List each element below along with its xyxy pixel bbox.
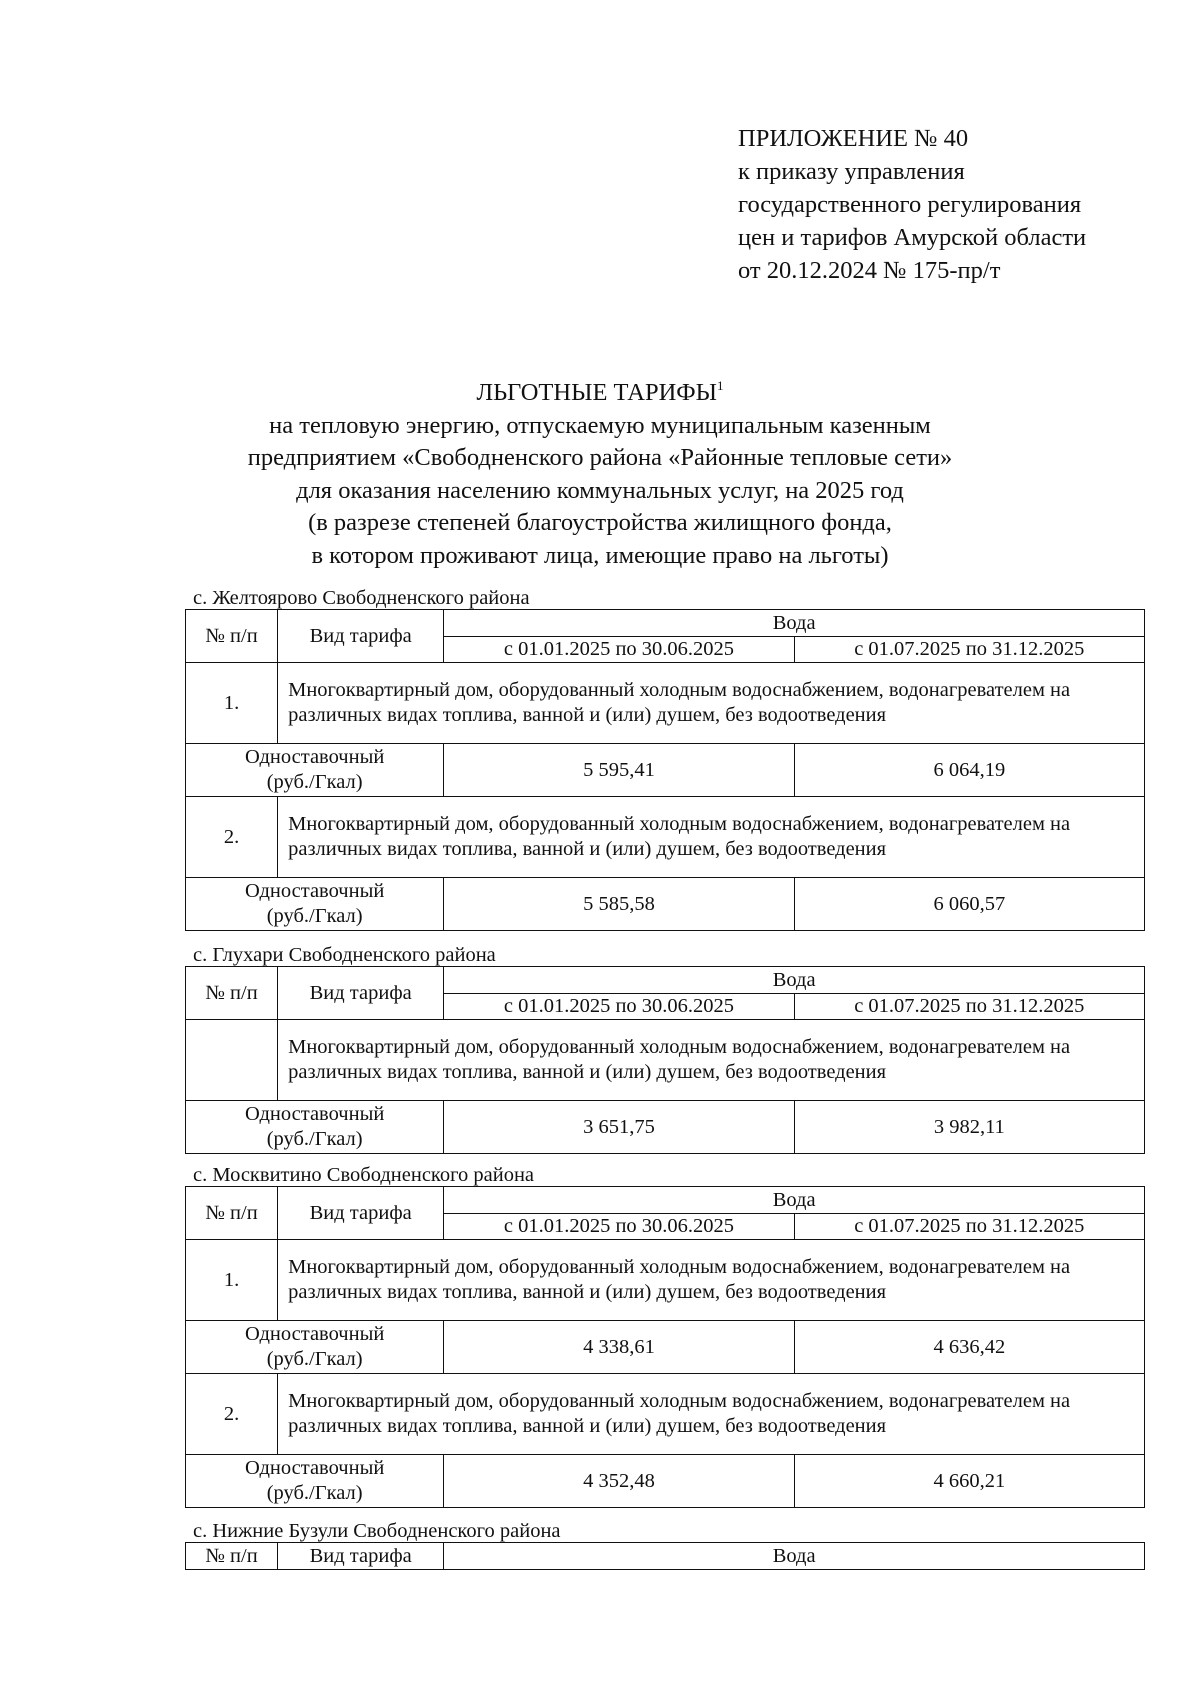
rate-label: Одноставочный (руб./Гкал) bbox=[186, 1101, 444, 1154]
header-no: № п/п bbox=[186, 967, 278, 1020]
row-number: 2. bbox=[186, 797, 278, 878]
header-no: № п/п bbox=[186, 610, 278, 663]
location-label: с. Москвитино Свободненского района bbox=[193, 1164, 535, 1186]
row-number bbox=[186, 1020, 278, 1101]
header-water: Вода bbox=[444, 967, 1145, 994]
rate-label: Одноставочный (руб./Гкал) bbox=[186, 1455, 444, 1508]
rate-label: Одноставочный (руб./Гкал) bbox=[186, 1321, 444, 1374]
tariff-table bbox=[185, 966, 1145, 1154]
location-label: с. Глухари Свободненского района bbox=[193, 944, 496, 966]
appendix-date: от 20.12.2024 № 175-пр/т bbox=[738, 257, 1001, 284]
footnote-mark: 1 bbox=[717, 378, 724, 393]
section-zheltoyarovo bbox=[185, 587, 1145, 931]
value-period-2: 3 982,11 bbox=[794, 1101, 1144, 1154]
tariff-table bbox=[185, 1186, 1145, 1508]
header-water: Вода bbox=[444, 1543, 1145, 1570]
tariff-table bbox=[185, 609, 1145, 931]
section-nizhnie-buzuli bbox=[185, 1520, 1145, 1570]
header-no: № п/п bbox=[186, 1187, 278, 1240]
value-period-1: 3 651,75 bbox=[444, 1101, 794, 1154]
header-period-1: с 01.01.2025 по 30.06.2025 bbox=[444, 994, 794, 1020]
appendix-number: ПРИЛОЖЕНИЕ № 40 bbox=[738, 125, 969, 152]
header-no: № п/п bbox=[186, 1543, 278, 1570]
header-period-1: с 01.01.2025 по 30.06.2025 bbox=[444, 1214, 794, 1240]
appendix-line: к приказу управления bbox=[738, 158, 965, 185]
value-period-1: 4 352,48 bbox=[444, 1455, 794, 1508]
location-label: с. Желтоярово Свободненского района bbox=[193, 587, 530, 609]
title-line: на тепловую энергию, отпускаемую муниципальным казенным bbox=[269, 411, 931, 439]
row-description: Многоквартирный дом, оборудованный холодным водоснабжением, водонагревателем на различных видах топлива, ванной и (или) душем, без водоотведения bbox=[278, 1240, 1145, 1321]
row-description: Многоквартирный дом, оборудованный холодным водоснабжением, водонагревателем на различных видах топлива, ванной и (или) душем, без водоотведения bbox=[278, 1020, 1145, 1101]
title-line: в котором проживают лица, имеющие право на льготы) bbox=[311, 541, 889, 569]
value-period-2: 4 636,42 bbox=[794, 1321, 1144, 1374]
header-kind: Вид тарифа bbox=[278, 1543, 444, 1570]
section-moskvitino bbox=[185, 1164, 1145, 1508]
header-kind: Вид тарифа bbox=[278, 1187, 444, 1240]
tariff-table bbox=[185, 1542, 1145, 1570]
row-number: 1. bbox=[186, 1240, 278, 1321]
title-line: предприятием «Свободненского района «Районные тепловые сети» bbox=[247, 444, 953, 471]
value-period-1: 5 585,58 bbox=[444, 878, 794, 931]
value-period-1: 5 595,41 bbox=[444, 744, 794, 797]
row-description: Многоквартирный дом, оборудованный холодным водоснабжением, водонагревателем на различных видах топлива, ванной и (или) душем, без водоотведения bbox=[278, 663, 1145, 744]
value-period-1: 4 338,61 bbox=[444, 1321, 794, 1374]
appendix-header bbox=[738, 122, 1086, 287]
row-number: 2. bbox=[186, 1374, 278, 1455]
header-period-1: с 01.01.2025 по 30.06.2025 bbox=[444, 637, 794, 663]
value-period-2: 4 660,21 bbox=[794, 1455, 1144, 1508]
header-period-2: с 01.07.2025 по 31.12.2025 bbox=[794, 637, 1144, 663]
title-line: для оказания населению коммунальных услуг, на 2025 год bbox=[296, 476, 904, 504]
header-kind: Вид тарифа bbox=[278, 610, 444, 663]
row-number: 1. bbox=[186, 663, 278, 744]
appendix-line: цен и тарифов Амурской области bbox=[738, 224, 1087, 251]
location-label: с. Нижние Бузули Свободненского района bbox=[193, 1520, 561, 1542]
appendix-line: государственного регулирования bbox=[738, 191, 1082, 218]
document-title bbox=[0, 370, 1200, 572]
section-glukhari bbox=[185, 944, 1145, 1154]
header-water: Вода bbox=[444, 610, 1145, 637]
rate-label: Одноставочный (руб./Гкал) bbox=[186, 744, 444, 797]
header-water: Вода bbox=[444, 1187, 1145, 1214]
value-period-2: 6 064,19 bbox=[794, 744, 1144, 797]
row-description: Многоквартирный дом, оборудованный холодным водоснабжением, водонагревателем на различных видах топлива, ванной и (или) душем, без водоотведения bbox=[278, 1374, 1145, 1455]
header-kind: Вид тарифа bbox=[278, 967, 444, 1020]
header-period-2: с 01.07.2025 по 31.12.2025 bbox=[794, 994, 1144, 1020]
rate-label: Одноставочный (руб./Гкал) bbox=[186, 878, 444, 931]
value-period-2: 6 060,57 bbox=[794, 878, 1144, 931]
header-period-2: с 01.07.2025 по 31.12.2025 bbox=[794, 1214, 1144, 1240]
row-description: Многоквартирный дом, оборудованный холодным водоснабжением, водонагревателем на различных видах топлива, ванной и (или) душем, без водоотведения bbox=[278, 797, 1145, 878]
title-line: (в разрезе степеней благоустройства жилищного фонда, bbox=[308, 509, 892, 536]
title-main: ЛЬГОТНЫЕ ТАРИФЫ$^1$ bbox=[476, 378, 724, 406]
